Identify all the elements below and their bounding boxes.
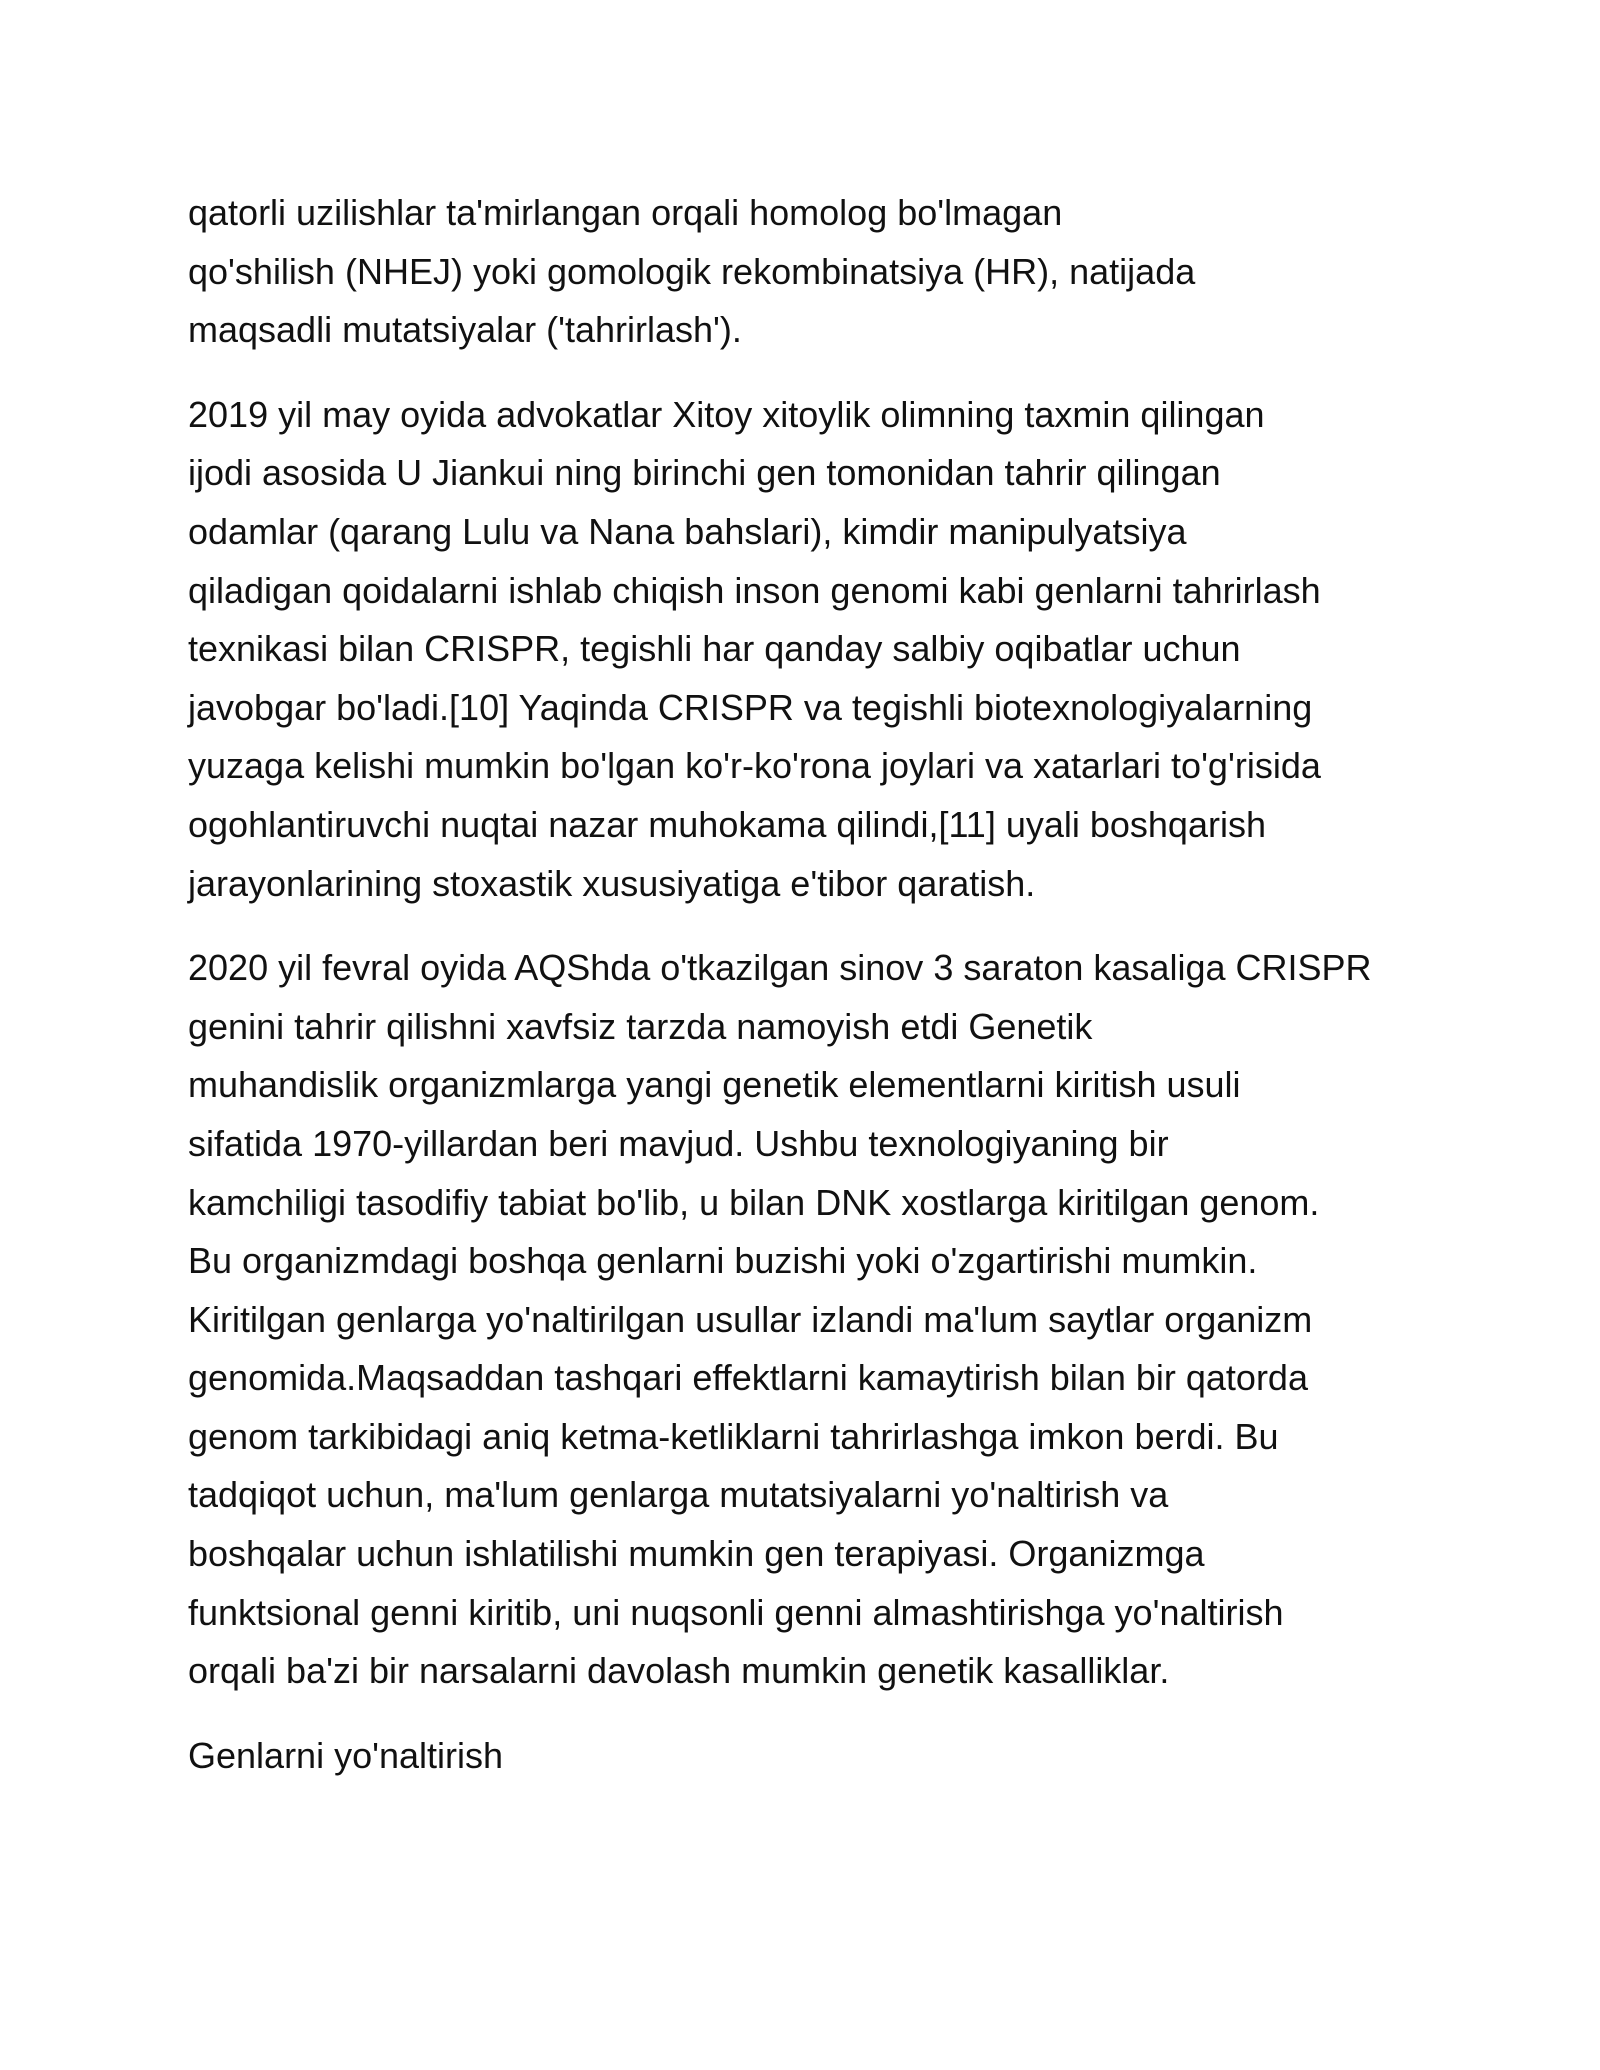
section-heading	[188, 1727, 1428, 1786]
text-line: tadqiqot uchun, ma'lum genlarga mutatsiyalarni yo'naltirish va	[188, 1474, 1169, 1516]
text-line: javobgar bo'ladi.[10] Yaqinda CRISPR va tegishli biotexnologiyalarning	[188, 686, 1313, 728]
paragraph-1	[188, 184, 1428, 360]
text-line: genom tarkibidagi aniq ketma-ketliklarni tahrirlashga imkon berdi. Bu	[188, 1415, 1279, 1457]
text-line: Bu organizmdagi boshqa genlarni buzishi yoki o'zgartirishi mumkin.	[188, 1240, 1258, 1282]
text-line: funktsional genni kiritib, uni nuqsonli genni almashtirishga yo'naltirish	[188, 1591, 1284, 1633]
text-line: ijodi asosida U Jiankui ning birinchi gen tomonidan tahrir qilingan	[188, 452, 1221, 494]
text-line: orqali ba'zi bir narsalarni davolash mumkin genetik kasalliklar.	[188, 1650, 1170, 1692]
paragraph-3	[188, 939, 1428, 1701]
text-line: jarayonlarining stoxastik xususiyatiga e'tibor qaratish.	[188, 862, 1036, 904]
text-line: kamchiligi tasodifiy tabiat bo'lib, u bilan DNK xostlarga kiritilgan genom.	[188, 1181, 1320, 1223]
text-line: texnikasi bilan CRISPR, tegishli har qanday salbiy oqibatlar uchun	[188, 628, 1241, 670]
text-line: yuzaga kelishi mumkin bo'lgan ko'r-ko'rona joylari va xatarlari to'g'risida	[188, 745, 1321, 787]
text-line: qo'shilish (NHEJ) yoki gomologik rekombinatsiya (HR), natijada	[188, 250, 1196, 292]
text-line: 2019 yil may oyida advokatlar Xitoy xitoylik olimning taxmin qilingan	[188, 393, 1265, 435]
text-line: Genlarni yo'naltirish	[188, 1734, 504, 1776]
text-line: genomida.Maqsaddan tashqari effektlarni kamaytirish bilan bir qatorda	[188, 1357, 1308, 1399]
text-line: ogohlantiruvchi nuqtai nazar muhokama qilindi,[11] uyali boshqarish	[188, 803, 1266, 845]
text-line: qatorli uzilishlar ta'mirlangan orqali homolog bo'lmagan	[188, 192, 1063, 233]
text-line: odamlar (qarang Lulu va Nana bahslari), kimdir manipulyatsiya	[188, 510, 1187, 552]
text-line: qiladigan qoidalarni ishlab chiqish inson genomi kabi genlarni tahrirlash	[188, 569, 1321, 611]
text-line: maqsadli mutatsiyalar ('tahrirlash').	[188, 309, 742, 351]
text-line: sifatida 1970-yillardan beri mavjud. Ushbu texnologiyaning bir	[188, 1122, 1169, 1164]
text-line: genini tahrir qilishni xavfsiz tarzda namoyish etdi Genetik	[188, 1005, 1093, 1047]
paragraph-2	[188, 386, 1428, 913]
text-line: 2020 yil fevral oyida AQShda o'tkazilgan sinov 3 saraton kasaliga CRISPR	[188, 947, 1372, 989]
text-line: Kiritilgan genlarga yo'naltirilgan usullar izlandi ma'lum saytlar organizm	[188, 1298, 1313, 1340]
document-body	[188, 184, 1428, 1811]
text-line: boshqalar uchun ishlatilishi mumkin gen terapiyasi. Organizmga	[188, 1533, 1205, 1575]
text-line: muhandislik organizmlarga yangi genetik elementlarni kiritish usuli	[188, 1064, 1241, 1106]
